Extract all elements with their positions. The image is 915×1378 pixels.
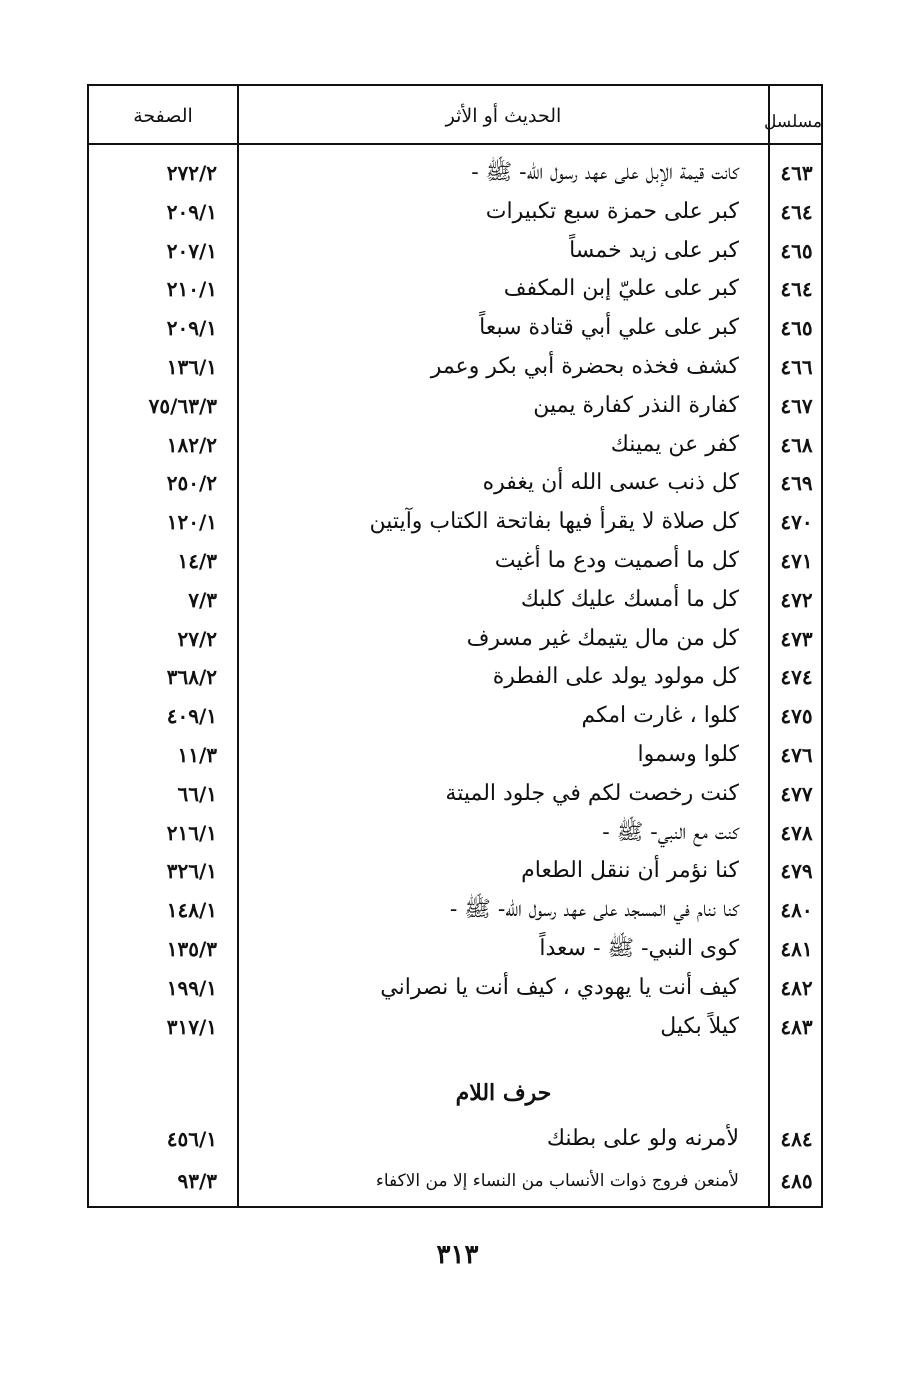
row-serial: ٤٦٥ [780,239,813,263]
row-serial: ٤٧٠ [780,510,813,534]
row-serial: ٤٦٦ [780,355,813,379]
header-page: الصفحة [133,105,193,127]
table-row [89,852,821,890]
section-title: حرف اللام [455,1080,552,1106]
row-page-ref: ٢١٦/١ [166,821,217,845]
row-hadith-text: كل من مال يتيمك غير مسرف [466,626,739,651]
row-hadith-text: كلوا ، غارت امكم [581,703,739,728]
table-row [89,270,821,308]
row-hadith-text: كنا ننام في المسجد على عهد رسول الله- ﷺ - [449,897,739,922]
row-hadith-text: كيلاً بكيل [660,1014,739,1039]
row-serial: ٤٦٤ [780,277,813,301]
row-hadith-text: كنت رخصت لكم في جلود الميتة [445,781,739,806]
row-serial: ٤٧٨ [780,821,813,845]
row-serial: ٤٨١ [780,937,813,961]
row-serial: ٤٨٤ [780,1127,813,1151]
row-serial: ٤٨٥ [780,1169,813,1193]
table-row [89,891,821,929]
row-serial: ٤٧٤ [780,665,813,689]
table-row [89,697,821,735]
table-row [89,969,821,1007]
row-page-ref: ١٢٠/١ [166,510,217,534]
row-serial: ٤٦٨ [780,433,813,457]
row-hadith-text: كشف فخذه بحضرة أبي بكر وعمر [430,354,739,379]
table-row [89,930,821,968]
row-page-ref: ٩٣/٣ [177,1169,217,1193]
table-row [89,1120,821,1158]
table-row [89,658,821,696]
row-serial: ٤٨٣ [780,1015,813,1039]
header-serial: مسلسل [764,112,822,132]
row-hadith-text: لأمنعن فروج ذوات الأنساب من النساء إلا من الاكفاء [375,1171,739,1191]
row-hadith-text: كل ما أمسك عليك كلبك [520,587,739,612]
row-serial: ٤٨٠ [780,898,813,922]
table-row [89,542,821,580]
row-serial: ٤٦٤ [780,200,813,224]
row-hadith-text: كل ذنب عسى الله أن يغفره [482,470,739,495]
page-number: ٣١٣ [436,1240,479,1270]
row-hadith-text: كنت مع النبي- ﷺ - [602,820,739,845]
table-row [89,581,821,619]
row-serial: ٤٧٥ [780,704,813,728]
table-row [89,154,821,192]
row-page-ref: ٢١٠/١ [166,277,217,301]
row-serial: ٤٧٣ [780,627,813,651]
row-hadith-text: كوى النبي- ﷺ - سعداً [539,936,739,961]
row-page-ref: ١٤٨/١ [166,898,217,922]
row-hadith-text: كيف أنت يا يهودي ، كيف أنت يا نصراني [380,975,739,1000]
row-serial: ٤٨٢ [780,976,813,1000]
row-hadith-text: كل مولود يولد على الفطرة [492,664,739,689]
row-page-ref: ١٤/٣ [177,549,217,573]
row-serial: ٤٧٦ [780,743,813,767]
row-page-ref: ١٣٦/١ [166,355,217,379]
row-page-ref: ٣١٧/١ [166,1015,217,1039]
header-divider [87,143,823,145]
row-page-ref: ٢٧٢/٢ [166,161,217,185]
row-page-ref: ٢٥٠/٢ [166,471,217,495]
table-row [89,1008,821,1046]
row-serial: ٤٦٥ [780,316,813,340]
row-hadith-text: كبر على علي أبي قتادة سبعاً [479,315,739,340]
table-row [89,736,821,774]
row-page-ref: ٢٧/٢ [177,627,217,651]
row-page-ref: ٣٦٨/٢ [166,665,217,689]
row-page-ref: ٤٠٩/١ [166,704,217,728]
row-hadith-text: كفارة النذر كفارة يمين [533,393,739,418]
table-row [89,193,821,231]
row-hadith-text: كل صلاة لا يقرأ فيها بفاتحة الكتاب وآيتين [369,509,739,534]
table-row [89,775,821,813]
row-page-ref: ١١/٣ [177,743,217,767]
table-row [89,387,821,425]
row-serial: ٤٦٣ [780,161,813,185]
row-hadith-text: كنا نؤمر أن ننقل الطعام [521,858,739,883]
table-row [89,464,821,502]
table-row [89,348,821,386]
table-row [89,503,821,541]
row-page-ref: ١٨٢/٢ [166,433,217,457]
table-row [89,814,821,852]
row-hadith-text: لأمرنه ولو على بطنك [546,1126,739,1151]
row-serial: ٤٧١ [780,549,813,573]
table-row [89,1162,821,1200]
row-page-ref: ٧٥/٦٣/٣ [148,394,217,418]
row-page-ref: ١٣٥/٣ [166,937,217,961]
row-serial: ٤٧٧ [780,782,813,806]
table-row [89,309,821,347]
row-hadith-text: كبر على عليّ إبن المكفف [503,276,739,301]
row-serial: ٤٦٧ [780,394,813,418]
row-page-ref: ٢٠٩/١ [166,316,217,340]
table-row [89,426,821,464]
row-hadith-text: كفر عن يمينك [610,432,739,457]
row-page-ref: ٦٦/١ [177,782,217,806]
row-page-ref: ١٩٩/١ [166,976,217,1000]
row-serial: ٤٦٩ [780,471,813,495]
row-page-ref: ٢٠٩/١ [166,200,217,224]
row-page-ref: ٣٢٦/١ [166,859,217,883]
row-serial: ٤٧٩ [780,859,813,883]
table-row [89,620,821,658]
header-hadith: الحديث أو الأثر [445,105,562,127]
row-hadith-text: كلوا وسموا [637,742,739,767]
row-hadith-text: كانت قيمة الإبل على عهد رسول الله- ﷺ - [471,160,739,185]
row-page-ref: ٤٥٦/١ [166,1127,217,1151]
row-hadith-text: كبر على حمزة سبع تكبيرات [485,199,739,224]
row-page-ref: ٧/٣ [188,588,217,612]
row-page-ref: ٢٠٧/١ [166,239,217,263]
row-hadith-text: كبر على زيد خمساً [569,238,739,263]
row-hadith-text: كل ما أصميت ودع ما أغيت [494,548,739,573]
row-serial: ٤٧٢ [780,588,813,612]
table-row [89,232,821,270]
